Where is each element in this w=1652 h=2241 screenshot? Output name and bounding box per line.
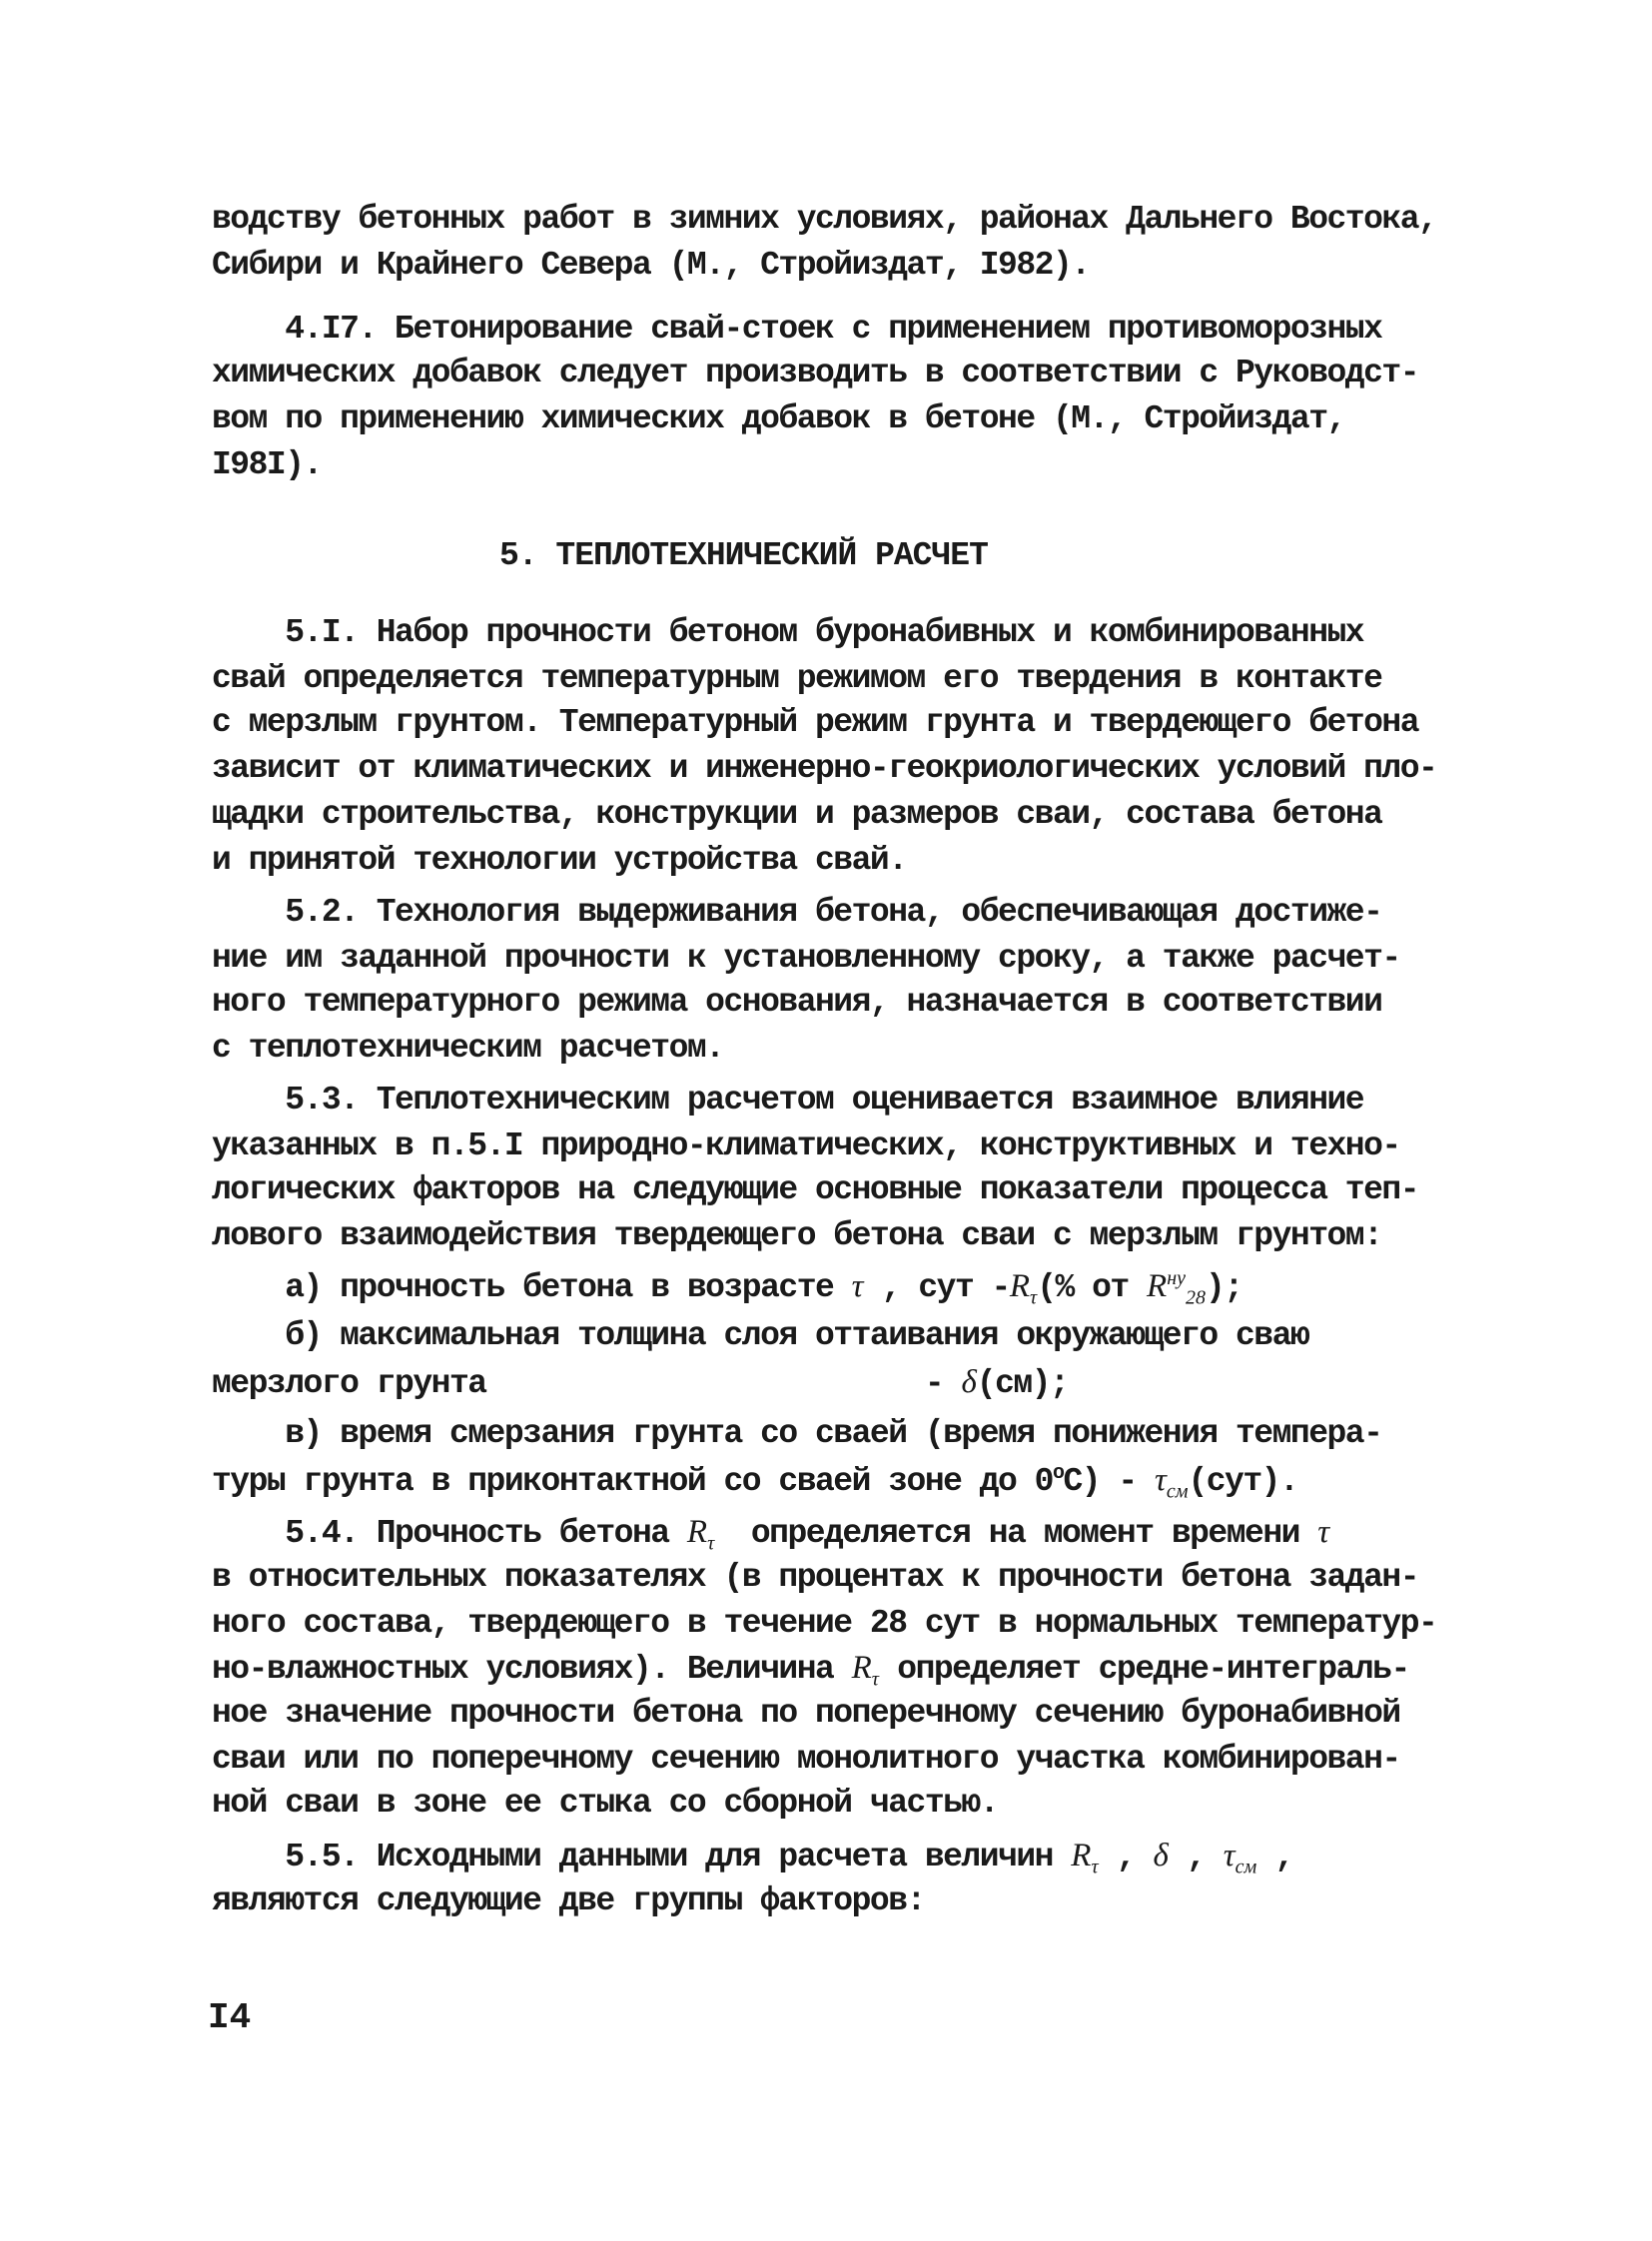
- text-line: 4.I7. Бетонирование свай-стоек с применением противоморозных: [212, 311, 1382, 348]
- text-line: в относительных показателях (в процентах к прочности бетона задан-: [212, 1559, 1419, 1596]
- list-item-b-cont: мерзлого грунта - δ(см);: [212, 1364, 1069, 1402]
- text-line: свай определяется температурным режимом его твердения в контакте: [212, 660, 1382, 697]
- text-line: I98I).: [212, 446, 322, 483]
- text-line: водству бетонных работ в зимних условиях, районах Дальнего Востока,: [212, 201, 1437, 238]
- text-line: ной сваи в зоне ее стыка со сборной частью.: [212, 1785, 999, 1822]
- list-item-a: а) прочность бетона в возрасте τ , сут $-R_\tau(\%$ от $R^{ну}_{28}$);: [212, 1267, 1242, 1309]
- text-line: 5.I. Набор прочности бетоном буронабивных и комбинированных: [212, 614, 1364, 651]
- text-line: зависит от климатических и инженерно-геокриологических условий пло-: [212, 750, 1437, 787]
- text-line: 5.2. Технология выдерживания бетона, обеспечивающая достиже-: [212, 894, 1382, 931]
- text-line: являются следующие две группы факторов:: [212, 1882, 925, 1919]
- text-line: с теплотехническим расчетом.: [212, 1030, 724, 1067]
- list-item-b: б) максимальная толщина слоя оттаивания окружающего сваю: [212, 1317, 1309, 1354]
- text-line: сваи или по поперечному сечению монолитного участка комбинирован-: [212, 1741, 1400, 1778]
- section-title: 5. ТЕПЛОТЕХНИЧЕСКИЙ РАСЧЕТ: [499, 537, 988, 574]
- text-line: ного температурного режима основания, назначается в соответствии: [212, 984, 1382, 1021]
- list-item-c-cont: туры грунта в приконтактной со сваей зоне до $0^оС) - \tau_{см}(сут)$.: [212, 1462, 1298, 1503]
- list-item-c: в) время смерзания грунта со сваей (время понижения темпера-: [212, 1415, 1382, 1452]
- text-line: указанных в п.5.I природно-климатических, конструктивных и техно-: [212, 1127, 1400, 1164]
- text-line: логических факторов на следующие основные показатели процесса теп-: [212, 1171, 1419, 1208]
- text-line: щадки строительства, конструкции и размеров сваи, состава бетона: [212, 796, 1382, 833]
- text-line: лового взаимодействия твердеющего бетона сваи с мерзлым грунтом:: [212, 1217, 1382, 1254]
- text-line: вом по применению химических добавок в бетоне (М., Стройиздат,: [212, 400, 1345, 437]
- text-line: Сибири и Крайнего Севера (М., Стройиздат, I982).: [212, 247, 1090, 284]
- text-line: ние им заданной прочности к установленному сроку, а также расчет-: [212, 940, 1400, 977]
- text-line: химических добавок следует производить в соответствии с Руководст-: [212, 355, 1419, 391]
- text-line: с мерзлым грунтом. Температурный режим грунта и твердеющего бетона: [212, 704, 1419, 741]
- text-line: 5.3. Теплотехническим расчетом оценивается взаимное влияние: [212, 1082, 1364, 1119]
- text-line: ного состава, твердеющего в течение 28 сут в нормальных температур-: [212, 1605, 1437, 1642]
- page-number: I4: [208, 1997, 252, 2038]
- text-line: и принятой технологии устройства свай.: [212, 842, 907, 879]
- text-line: но-влажностных условиях). Величина $R_\tau$ определяет средне-интеграль-: [212, 1650, 1409, 1691]
- text-line: ное значение прочности бетона по поперечному сечению буронабивной: [212, 1695, 1400, 1732]
- paragraph-5-4: 5.4. Прочность бетона $R_\tau$ определяется на момент времени τ: [212, 1514, 1330, 1555]
- paragraph-5-5: 5.5. Исходными данными для расчета величин $R_\tau$ , δ , $\tau_{см}$ ,: [212, 1838, 1293, 1878]
